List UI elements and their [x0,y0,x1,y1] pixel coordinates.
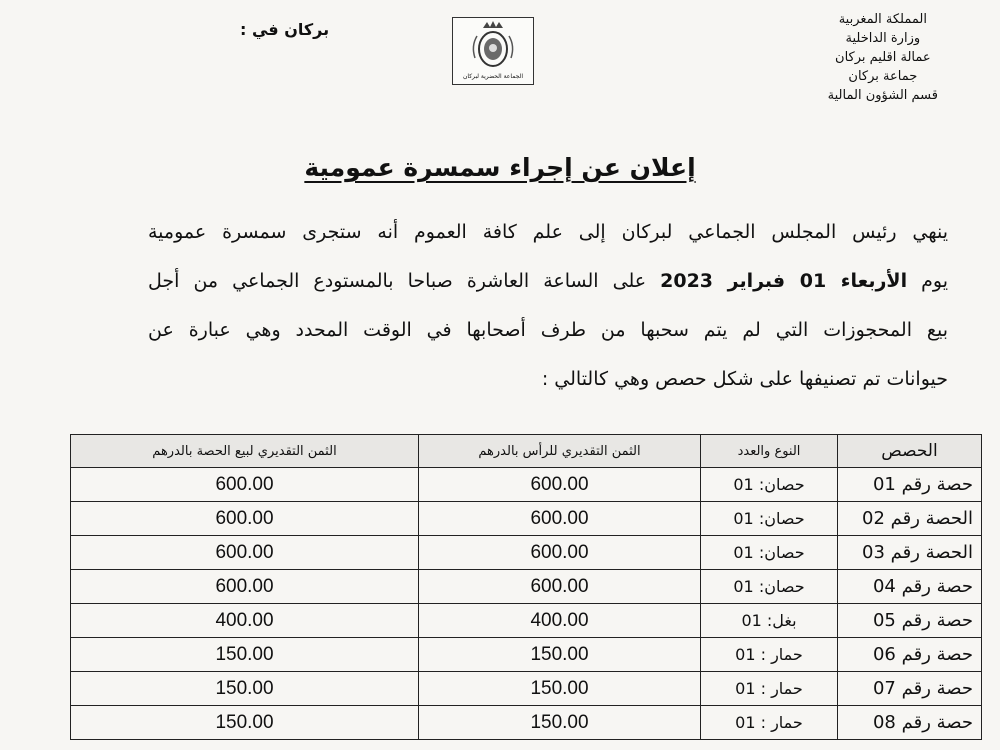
cell-unit-price: 150.00 [419,706,701,740]
cell-kind: بغل: 01 [701,604,838,638]
cell-unit-price: 600.00 [419,502,701,536]
table-row [71,468,982,502]
cell-lot: حصة رقم 07 [838,672,982,706]
admin-line-kingdom: المملكة المغربية [838,12,927,27]
admin-line-commune: جماعة بركان [848,69,918,84]
cell-lot-price: 600.00 [71,468,419,502]
cell-lot: الحصة رقم 03 [838,536,982,570]
cell-unit-price: 150.00 [419,672,701,706]
body-line-2-suffix: على الساعة العاشرة صباحا بالمستودع الجماعي من أجل [148,270,647,292]
cell-kind: حصان: 01 [701,536,838,570]
body-line-3: بيع المحجوزات التي لم يتم سحبها من طرف أصحابها في الوقت المحدد وهي عبارة عن [148,319,948,341]
table-row [71,536,982,570]
table-header-row [71,435,982,468]
cell-unit-price: 600.00 [419,536,701,570]
body-line-1: ينهي رئيس المجلس الجماعي لبركان إلى علم كافة العموم أنه ستجرى سمسرة عمومية [148,221,948,243]
lots-table [70,434,982,740]
announcement-body [148,217,948,413]
cell-lot-price: 150.00 [71,672,419,706]
cell-lot: الحصة رقم 02 [838,502,982,536]
cell-lot-price: 150.00 [71,638,419,672]
body-line-2-prefix: يوم [921,270,949,292]
header-unit-price: الثمن التقديري للرأس بالدرهم [419,435,701,468]
emblem-caption: الجماعة الحضرية لبركان [462,73,524,80]
table-row [71,706,982,740]
municipal-emblem [452,17,534,85]
administration-header [828,10,938,105]
cell-kind: حمار : 01 [701,672,838,706]
header-lot-price: الثمن التقديري لبيع الحصة بالدرهم [71,435,419,468]
body-line-2 [148,266,948,315]
cell-lot-price: 400.00 [71,604,419,638]
table-row [71,638,982,672]
cell-lot: حصة رقم 04 [838,570,982,604]
cell-lot-price: 600.00 [71,536,419,570]
header-lot: الحصص [838,435,982,468]
admin-line-department: قسم الشؤون المالية [827,88,938,103]
admin-line-ministry: وزارة الداخلية [845,31,921,46]
crest-icon [453,18,533,74]
cell-unit-price: 600.00 [419,570,701,604]
cell-unit-price: 150.00 [419,638,701,672]
auction-date: الأربعاء 01 فبراير 2023 [660,270,908,292]
cell-kind: حمار : 01 [701,706,838,740]
cell-kind: حمار : 01 [701,638,838,672]
header-kind: النوع والعدد [701,435,838,468]
table-row [71,672,982,706]
cell-lot: حصة رقم 05 [838,604,982,638]
cell-lot: حصة رقم 08 [838,706,982,740]
cell-unit-price: 400.00 [419,604,701,638]
table-row [71,502,982,536]
table-row [71,570,982,604]
cell-kind: حصان: 01 [701,468,838,502]
table-row [71,604,982,638]
cell-kind: حصان: 01 [701,570,838,604]
body-line-4: حيوانات تم تصنيفها على شكل حصص وهي كالتالي : [541,368,948,390]
cell-lot-price: 600.00 [71,570,419,604]
place-date-line: بركان في : [240,20,330,39]
cell-unit-price: 600.00 [419,468,701,502]
cell-kind: حصان: 01 [701,502,838,536]
cell-lot-price: 600.00 [71,502,419,536]
cell-lot: حصة رقم 01 [838,468,982,502]
cell-lot: حصة رقم 06 [838,638,982,672]
admin-line-prefecture: عمالة اقليم بركان [835,50,931,65]
cell-lot-price: 150.00 [71,706,419,740]
announcement-title: إعلان عن إجراء سمسرة عمومية [304,153,696,182]
